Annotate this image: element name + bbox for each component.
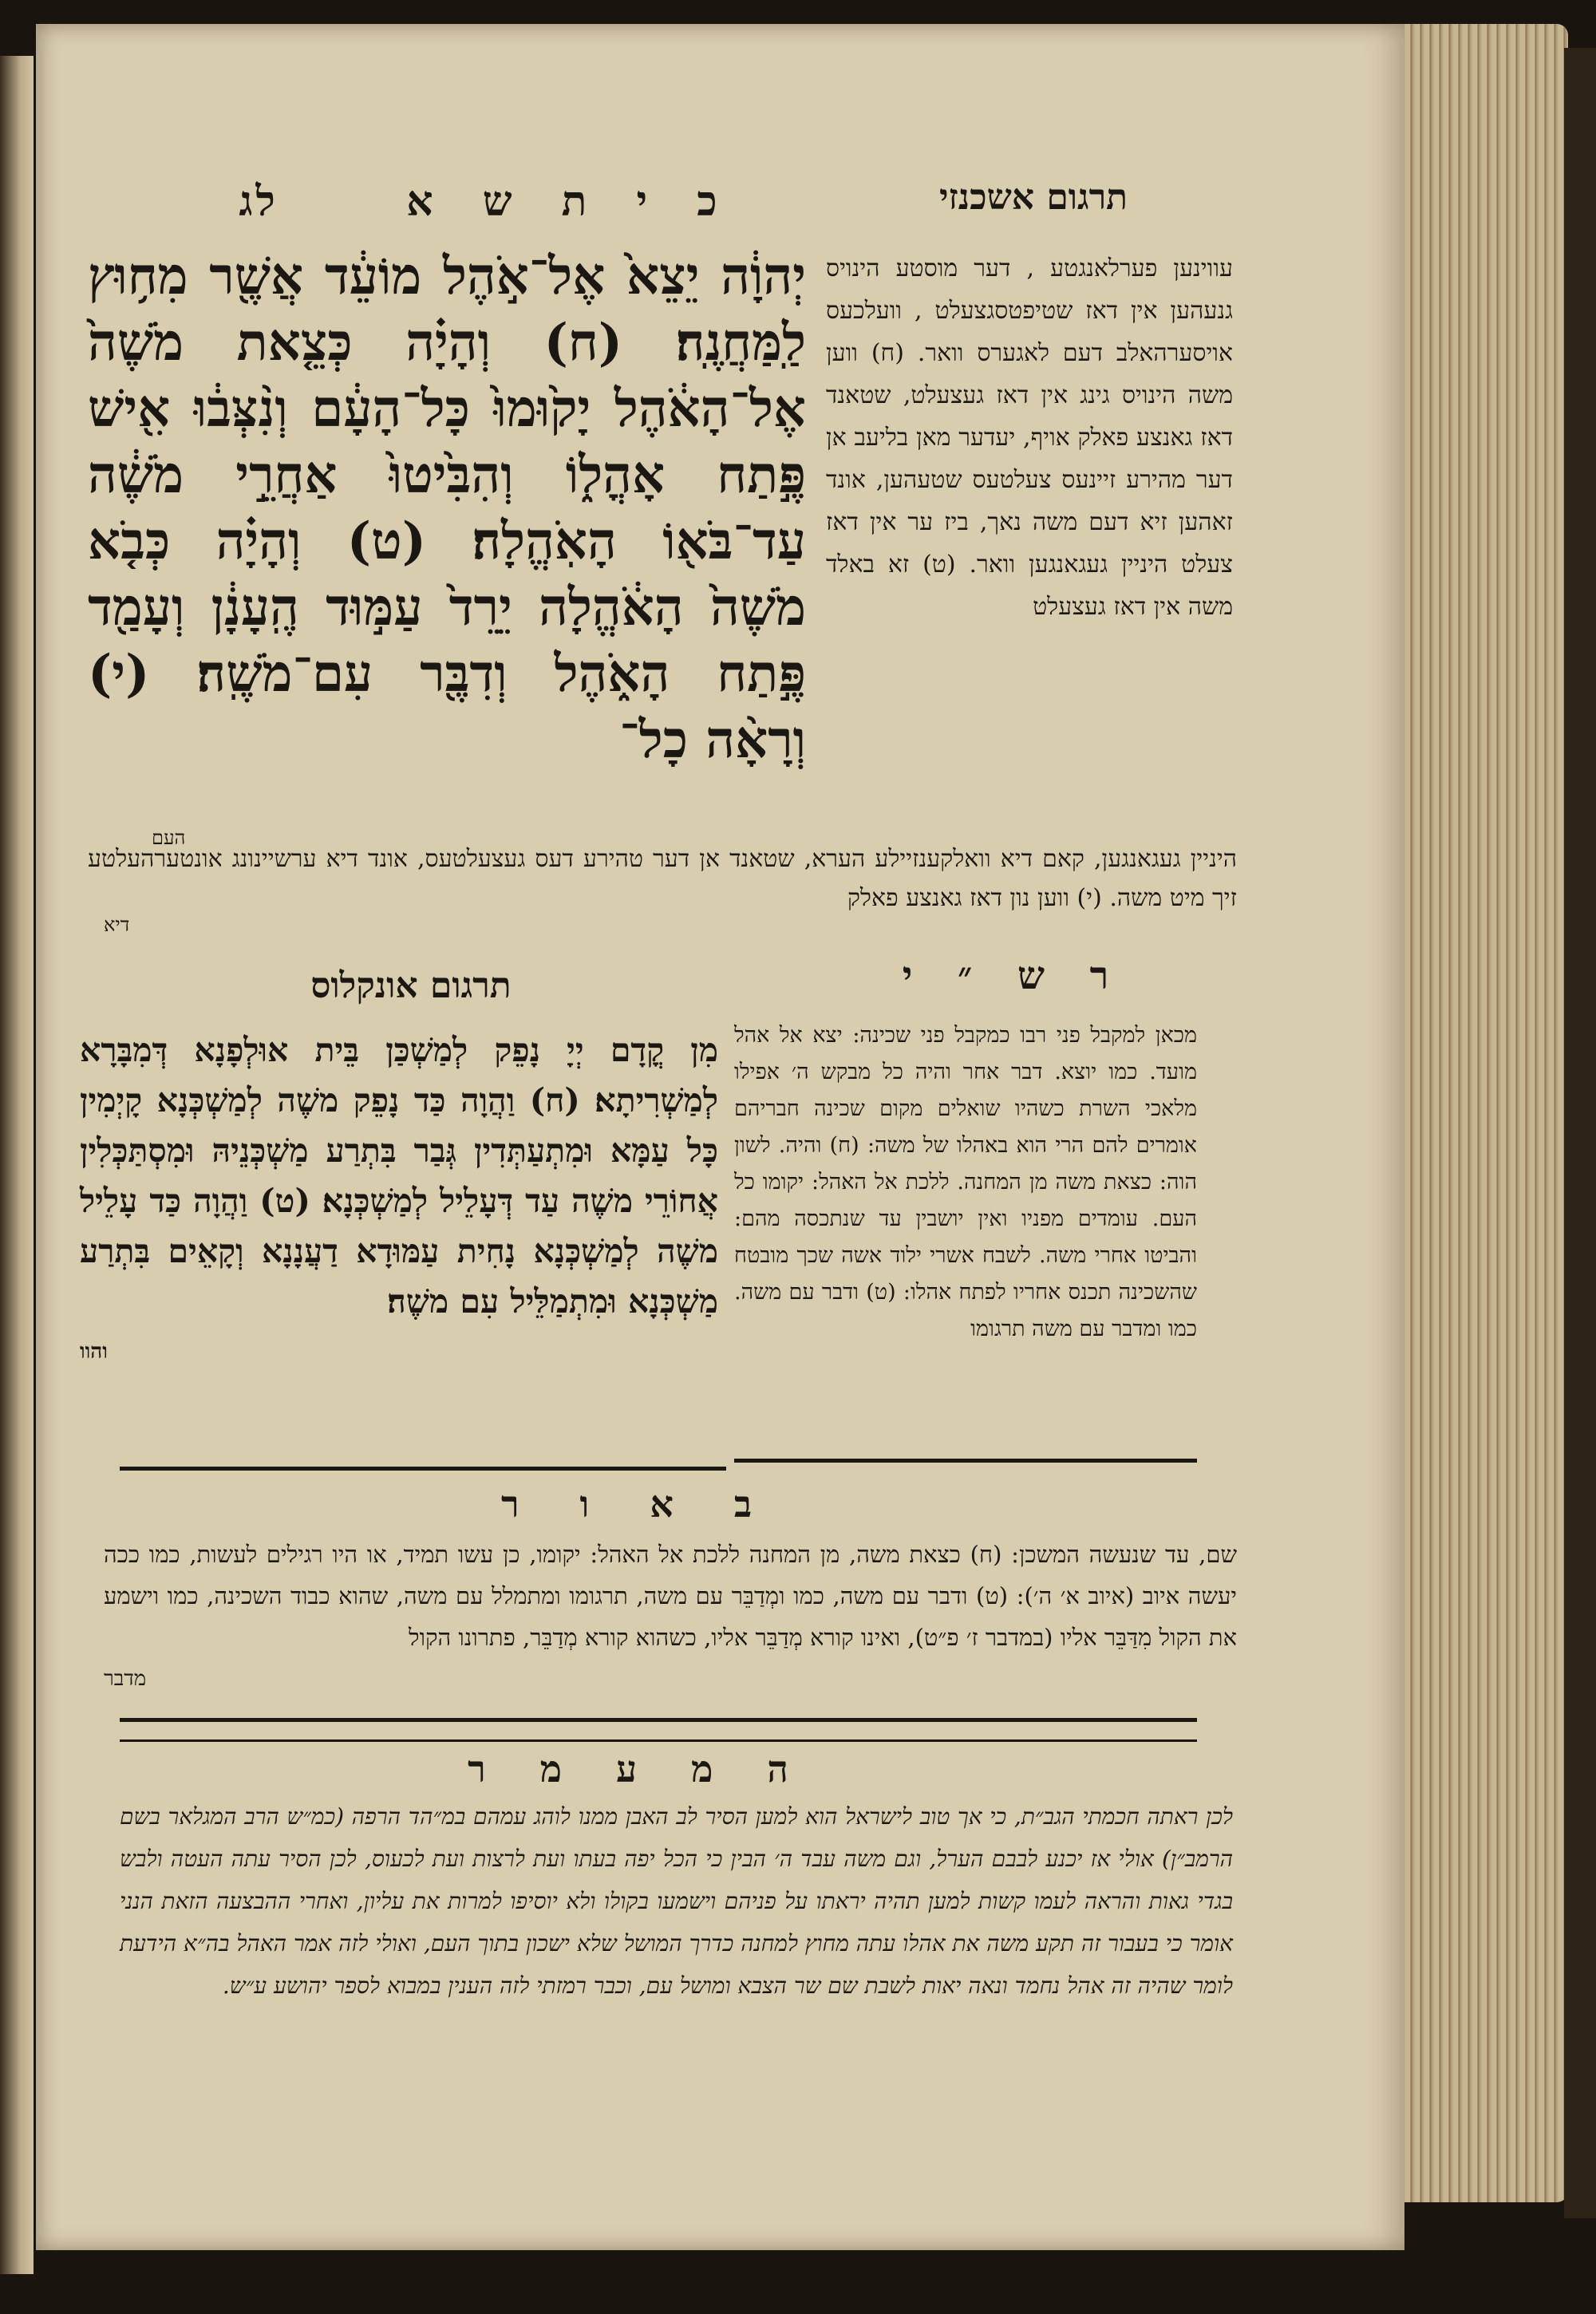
page-number: לג bbox=[239, 177, 279, 226]
parasha-name: כ י ת ש א bbox=[406, 177, 735, 226]
targum-ashkenazi-title: תרגום אשכנזי bbox=[938, 177, 1128, 218]
previous-page-edge bbox=[0, 56, 34, 2274]
page-header bbox=[184, 177, 790, 226]
yiddish-translation: עווינען פערלאנגטע , דער מוסטע הינויס גנעהען אין דאז שטיפטסגצעלט , וועלכעס אויסערהאלב דעם לאגערס וואר. (ח) ווען משה הינויס גינג אין דאז געצעלט, שטאנד דאז גאנצע פאלק אויף, יעדער מאן בליעב אן דער מהירע זיינעס צעלטעס שטעהען, אונד זאהען זיא דעם משה נאך, ביז ער אין דאז צעלט היניין געגאנגען וואר. (ט) זא באלד משה אין דאז געצעלט bbox=[826, 255, 1233, 621]
hameasef-commentary: לכן ראתה חכמתי הגב״ת, כי אך טוב לישראל הוא למען הסיר לב האבן ממנו לוהג עמהם במ״הד הרפה (כמ״ש הרב המגלאר בשם הרמב״ן) אולי אז יכנע לבבם הערל, וגם משה עבד ה׳ הבין כי הכל יפה בעתו ועת לרצות ועת לכעוס, לכן הסיר עתה העטה ולבש בגדי גאות והראה לעמו קשות למען תהיה יראתו על פניהם וישמעו בקולו ולא יוסיפו למרות את עליון, ואחרי ההבצעה הזאת הנני אומר כי בעבור זה תקע משה את אהלו עתה מחוץ למחנה כדרך המושל שלא ישכון בתוך העם, ואולי לזה אמר האהל בה״א הידעת לומר שהיה זה אהל נחמד ונאה יאות לשבת שם שר הצבא ומושל עם, וכבר רמזתי לזה הענין במבוא לספר יהושע ע״ש. bbox=[120, 1803, 1233, 1999]
torah-text: יְהוָ֔ה יֵצֵא֙ אֶל־אֹ֣הֶל מוֹעֵ֔ד אֲשֶׁ֖ר מִח֥וּץ לַֽמַּחֲנֶֽה׃ (ח) וְהָיָ֗ה כְּצֵ֤את מֹשֶׁה֙ אֶל־הָאֹ֔הֶל יָק֙וּמוּ֙ כָּל־הָעָ֔ם וְנִ֨צְּב֔וּ אִ֖ישׁ פֶּ֣תַח אָהֳל֑וֹ וְהִבִּ֙יטוּ֙ אַחֲרֵ֣י מֹשֶׁ֔ה עַד־בֹּא֖וֹ הָאֹֽהֱלָה׃ (ט) וְהָיָ֗ה כְּבֹ֤א מֹשֶׁה֙ הָאֹ֔הֱלָה יֵרֵד֙ עַמּ֣וּד הֶֽעָנָ֔ן וְעָמַ֖ד פֶּ֣תַח הָאֹ֑הֶל וְדִבֶּ֖ר עִם־מֹשֶֽׁה׃ (י) וְרָאָ֨ה כָל־ bbox=[88, 247, 806, 770]
divider-rule bbox=[120, 1467, 726, 1471]
onkelos-body: מִן קֳדָם יְיָ נָפֵק לְמַשְׁכַּן בֵּית אוּלְפָנָא דְּמִבָּרָא לְמַשְׁרִיתָא׃ (ח) וַהֲוָה כַּד נָפֵק משֶׁה לְמַשְׁכְּנָא קָיְמִין כָּל עַמָּא וּמִתְעַתְּדִין גְּבַר בִּתְרַע מַשְׁכְּנֵיהּ וּמִסְתַּכְּלִין אֲחוֹרֵי משֶׁה עַד דְּעָלֵיל לְמַשְׁכְּנָא׃ (ט) וַהֲוָה כַּד עָלֵיל משֶׁה לְמַשְׁכְּנָא נָחִית עַמּוּדָא דַעֲנָנָא וְקָאֵים בִּתְרַע מַשְׁכְּנָא וּמִתְמַלֵּיל עִם משֶׁה׃ bbox=[80, 1031, 718, 1321]
divider-rule bbox=[120, 1718, 1197, 1722]
catchword-upper: העם bbox=[152, 827, 186, 849]
catchword-lower: דיא bbox=[104, 914, 130, 936]
rashi-commentary: מכאן למקבל פני רבו כמקבל פני שכינה: יצא אל אהל מועד. כמו יוצא. דבר אחר והיה כל מבקש ה׳ אפילו מלאכי השרת כשהיו שואלים מקום שכינה חבריהם אומרים להם הרי הוא באהלו של משה: (ח) והיה. לשון הוה: כצאת משה מן המחנה. ללכת אל האהל: יקומו כל העם. עומדים מפניו ואין יושבין עד שנתכסה מהם: והביטו אחרי משה. לשבח אשרי ילוד אשה שכך מובטח שהשכינה תכנס אחריו לפתח אהלו: (ט) ודבר עם משה. כמו ומדבר עם משה תרגומו bbox=[734, 1023, 1197, 1341]
yiddish-translation-continued bbox=[88, 827, 1237, 936]
biur-catchword: מדבר bbox=[104, 1667, 147, 1691]
yiddish-continuation-text: היניין געגאנגען, קאם דיא וואלקענזיילע הערא, שטאנד אן דער טהירע דעס געצעלטעס, אונד דיא ערשיינונג אונטערהעלטע זיך מיט משה. (י) ווען נון דאז גאנצע פאלק bbox=[88, 845, 1237, 912]
divider-rule bbox=[734, 1459, 1197, 1463]
onkelos-catchword: והוו bbox=[80, 1340, 108, 1364]
biur-title: ב א ו ר bbox=[500, 1483, 776, 1526]
rashi-title: ר ש ״ י bbox=[902, 954, 1125, 998]
onkelos-text bbox=[80, 1025, 718, 1377]
divider-rule bbox=[120, 1739, 1197, 1742]
biur-body: שם, עד שנעשה המשכן: (ח) כצאת משה, מן המחנה ללכת אל האהל: יקומו, כן עשו תמיד, או היו רגילים לעשות, כמו ככה יעשה איוב (איוב א׳ ה׳): (ט) ודבר עם משה, כמו ומְדַבֵּר עם משה, תרגומו ומתמלל עם משה, שהוא כבוד השכינה, כמו וישמע את הקול מִדַּבֵּר אליו (במדבר ז׳ פ״ט), ואינו קורא מְדַבֵּר אליו, כשהוא קורא מְדַבֵּר, פתרונו הקול bbox=[104, 1541, 1237, 1651]
hameasef-title: ה מ ע מ ר bbox=[468, 1747, 809, 1791]
page-stack-edges bbox=[1396, 24, 1568, 2202]
book-cover bbox=[1564, 48, 1596, 2218]
biur-commentary bbox=[104, 1534, 1237, 1700]
onkelos-title: תרגום אונקלוס bbox=[310, 965, 512, 1006]
